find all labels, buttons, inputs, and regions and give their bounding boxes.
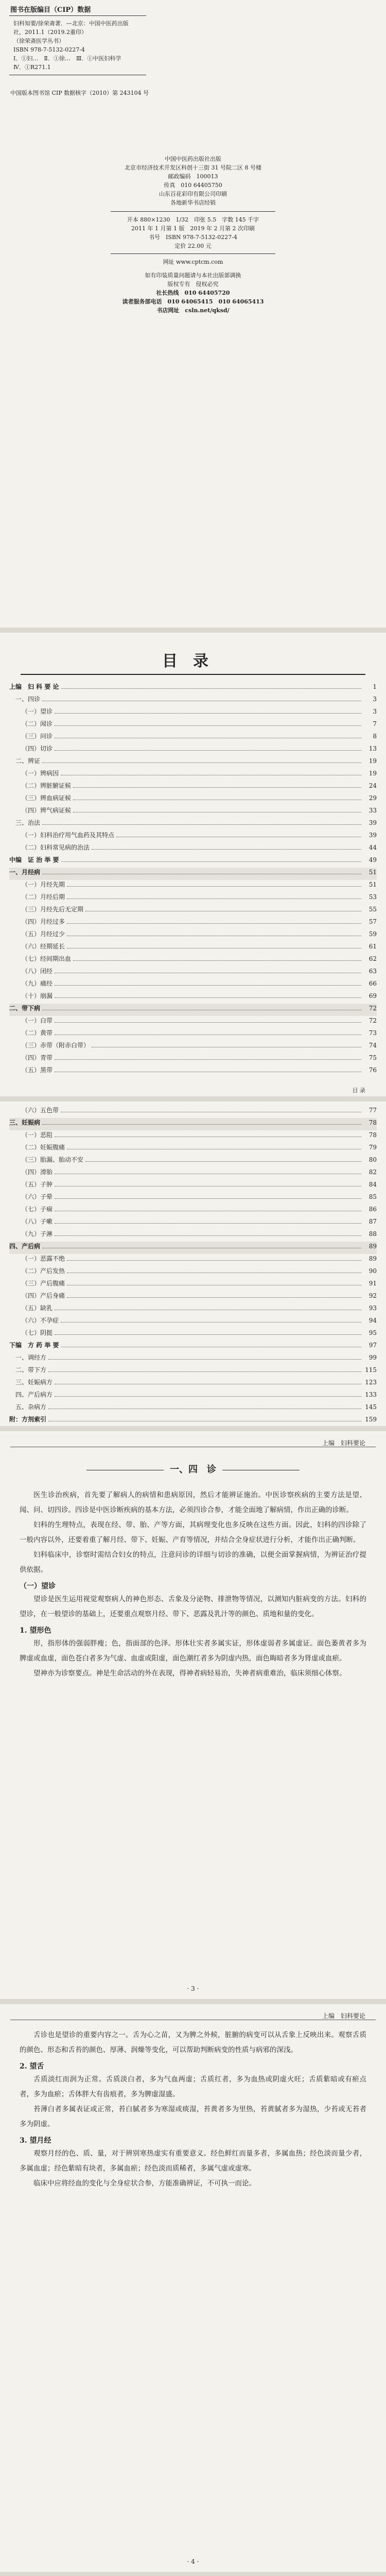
toc-row[interactable] bbox=[9, 1328, 377, 1341]
toc-row[interactable] bbox=[9, 1390, 377, 1402]
toc-row[interactable] bbox=[9, 1041, 377, 1053]
toc-label: 附：方剂索引 bbox=[9, 1416, 47, 1423]
header-title: 上编 妇科要论 bbox=[322, 2012, 365, 2020]
toc-page-number: 59 bbox=[369, 930, 377, 938]
page-gap bbox=[0, 628, 386, 633]
toc-page-number: 89 bbox=[369, 1243, 377, 1250]
toc-label: （九）痛经 bbox=[22, 980, 53, 987]
toc-label: （四）切诊 bbox=[22, 745, 53, 752]
website-block bbox=[0, 258, 386, 266]
body-text bbox=[20, 1488, 366, 1681]
toc-label: （八）子嗽 bbox=[22, 1218, 53, 1225]
toc-page-number: 57 bbox=[369, 918, 377, 925]
toc-row[interactable] bbox=[9, 1155, 377, 1167]
toc-label: （八）闭经 bbox=[22, 968, 53, 975]
toc-row[interactable] bbox=[9, 831, 377, 843]
toc-page-number: 62 bbox=[369, 955, 377, 962]
cip-line: ISBN 978-7-5132-0227-4 bbox=[13, 46, 85, 53]
toc-label: 二、辨证 bbox=[15, 757, 41, 765]
price: 定价 22.00 元 bbox=[174, 243, 212, 249]
toc-leader bbox=[61, 1322, 361, 1323]
toc-page-number: 89 bbox=[369, 1255, 377, 1262]
paragraph: 舌诊也是望诊的重要内容之一。舌为心之苗，又为脾之外候，脏腑的病变可以从舌象上反映出来。观察舌质的颜色、形态和舌苔的颜色、厚薄、润燥等变化，可以帮助判断病变的性质与病邪的深浅。 bbox=[20, 2031, 366, 2054]
service-line: 书店网址 csln.net/qksd/ bbox=[156, 307, 230, 314]
toc-row[interactable] bbox=[9, 694, 377, 707]
toc-row[interactable] bbox=[9, 1316, 377, 1328]
toc-page-number: 93 bbox=[369, 1304, 377, 1312]
toc-leader bbox=[85, 1161, 361, 1162]
toc-page-number: 66 bbox=[369, 980, 377, 987]
toc-page-number: 133 bbox=[365, 1391, 377, 1398]
toc-label: （四）青带 bbox=[22, 1054, 53, 1061]
toc-row[interactable] bbox=[9, 1279, 377, 1291]
toc-leader bbox=[55, 997, 361, 998]
toc-leader bbox=[67, 1260, 361, 1261]
toc-label: （一）白带 bbox=[22, 1017, 53, 1024]
toc-row[interactable] bbox=[9, 769, 377, 781]
toc-label: 三、妊娠病 bbox=[9, 1119, 41, 1126]
toc-label: （六）不孕症 bbox=[22, 1317, 59, 1324]
toc-row[interactable] bbox=[9, 818, 377, 831]
toc-label: （二）辨脏腑证候 bbox=[22, 782, 72, 789]
toc-page-number: 1 bbox=[373, 683, 377, 690]
toc-row[interactable] bbox=[9, 744, 377, 756]
toc-row[interactable] bbox=[9, 1291, 377, 1303]
spec-line: 开本 880×1230 1/32 印张 5.5 字数 145 千字 bbox=[127, 216, 259, 223]
toc-row[interactable] bbox=[9, 954, 377, 967]
toc-label: （三）问诊 bbox=[22, 733, 53, 740]
toc-row[interactable] bbox=[9, 917, 377, 929]
toc-leader bbox=[55, 725, 361, 726]
toc-leader bbox=[67, 923, 361, 924]
toc-row[interactable] bbox=[9, 1229, 377, 1242]
subheading: 1. 望形色 bbox=[20, 1626, 51, 1635]
toc-label: 四、产后病方 bbox=[15, 1391, 53, 1398]
toc-row[interactable] bbox=[9, 1205, 377, 1217]
toc-row[interactable] bbox=[9, 1365, 377, 1378]
spec-line: 2011 年 1 月第 1 版 2019 年 2 月第 2 次印刷 bbox=[131, 225, 255, 232]
toc-label: （二）产后发热 bbox=[22, 1267, 65, 1275]
publisher-line: 中国中医药出版社出版 bbox=[165, 156, 221, 162]
toc-page-number: 53 bbox=[369, 893, 377, 901]
toc-label: （二）闻诊 bbox=[22, 720, 53, 727]
toc-row[interactable] bbox=[9, 1192, 377, 1205]
toc-leader bbox=[55, 750, 361, 751]
toc-row[interactable] bbox=[9, 1065, 377, 1078]
toc-list bbox=[9, 682, 377, 1078]
toc-page-number: 8 bbox=[373, 733, 377, 740]
text-page bbox=[0, 1431, 386, 1999]
toc-leader bbox=[55, 1235, 361, 1236]
toc-label: 下编 方 药 举 要 bbox=[9, 1342, 59, 1349]
toc-label: （三）胎漏、胎动不安 bbox=[22, 1156, 84, 1163]
service-line: 社长热线 010 64405720 bbox=[156, 290, 230, 296]
page-gap bbox=[0, 2572, 386, 2576]
toc-row[interactable] bbox=[9, 756, 377, 769]
toc-label: （六）五色带 bbox=[22, 1107, 59, 1114]
toc-page-number: 69 bbox=[369, 992, 377, 999]
divider bbox=[111, 253, 275, 254]
toc-row[interactable] bbox=[9, 979, 377, 991]
toc-leader bbox=[42, 824, 361, 825]
toc-row[interactable] bbox=[9, 1415, 377, 1427]
toc-page-number: 76 bbox=[369, 1066, 377, 1074]
toc-leader bbox=[48, 1359, 361, 1360]
toc-row[interactable] bbox=[9, 1130, 377, 1143]
toc-row[interactable] bbox=[9, 1016, 377, 1028]
toc-leader bbox=[55, 1186, 361, 1187]
text-page bbox=[0, 2004, 386, 2572]
publisher-block bbox=[0, 155, 386, 207]
cip-block bbox=[9, 15, 146, 75]
toc-row[interactable] bbox=[9, 1254, 377, 1266]
page-number: · 4 · bbox=[187, 2558, 199, 2565]
toc-label: （五）月经过少 bbox=[22, 930, 65, 938]
toc-row[interactable] bbox=[9, 1303, 377, 1316]
toc-page-number: 145 bbox=[365, 1403, 377, 1411]
header-title: 上编 妇科要论 bbox=[322, 1439, 365, 1447]
toc-list bbox=[9, 1106, 377, 1427]
toc-label: （三）辨血病证候 bbox=[22, 794, 72, 802]
toc-page-number: 73 bbox=[369, 1029, 377, 1037]
toc-page-number: 39 bbox=[369, 832, 377, 839]
paragraph: 望诊是医生运用视觉观察病人的神色形态、舌象及分泌物、排泄物等情况，以测知内脏病变的方法。妇科的望诊，在一般望诊的基础上，还要重点观察月经、带下、恶露及乳汁等的颜色、质地和量的变化。 bbox=[20, 1595, 366, 1618]
toc-leader bbox=[67, 886, 361, 887]
toc-label: 三、妊娠病方 bbox=[15, 1379, 53, 1386]
toc-label: （四）滑胎 bbox=[22, 1168, 53, 1176]
website: 网址 www.cptcm.com bbox=[163, 259, 223, 265]
toc-page-number: 61 bbox=[369, 943, 377, 950]
toc-label: （二）月经后期 bbox=[22, 893, 65, 901]
toc-page-number: 72 bbox=[369, 1005, 377, 1012]
toc-row[interactable] bbox=[9, 1353, 377, 1365]
toc-row[interactable] bbox=[9, 1118, 377, 1130]
publisher-line: 传真 010 64405750 bbox=[164, 182, 222, 189]
toc-label: （四）产后身痛 bbox=[22, 1292, 65, 1299]
toc-label: （五）黑带 bbox=[22, 1066, 53, 1074]
toc-leader bbox=[55, 1396, 361, 1397]
toc-label: （一）望诊 bbox=[22, 708, 53, 715]
toc-row[interactable] bbox=[9, 942, 377, 954]
toc-row[interactable] bbox=[9, 1053, 377, 1065]
toc-row[interactable] bbox=[9, 868, 377, 880]
toc-row[interactable] bbox=[9, 892, 377, 905]
toc-page-number: 95 bbox=[369, 1329, 377, 1336]
toc-leader bbox=[55, 1223, 361, 1224]
page-number: · 3 · bbox=[187, 1985, 199, 1992]
toc-page-number: 159 bbox=[365, 1416, 377, 1423]
paragraph: 苔薄白者多属表证或正常，苔白腻者多为寒湿或痰湿，苔黄者多为里热，苔黄腻者多为湿热，少苔或无苔者多为阴虚。 bbox=[20, 2105, 366, 2128]
subheading: （一）望诊 bbox=[20, 1582, 56, 1590]
toc-row[interactable] bbox=[9, 781, 377, 793]
toc-row[interactable] bbox=[9, 1242, 377, 1254]
paragraph: 妇科的生理特点，表现在经、带、胎、产等方面，其病理变化也多反映在这些方面。因此，妇科的四诊除了一般内容以外，还要着重了解月经、带下、妊娠、产育等情况，并结合全身症状进行分析，才能作出正确判断。 bbox=[20, 1521, 366, 1544]
toc-label: （一）恶露不绝 bbox=[22, 1255, 65, 1262]
toc-label: （九）子淋 bbox=[22, 1230, 53, 1238]
toc-leader bbox=[55, 1198, 361, 1199]
toc-page-number: 24 bbox=[369, 782, 377, 789]
toc-row[interactable] bbox=[9, 1266, 377, 1279]
toc-page-number: 44 bbox=[369, 844, 377, 851]
toc-leader bbox=[61, 688, 361, 689]
toc-page-number: 84 bbox=[369, 1181, 377, 1188]
toc-label: （七）经间期出血 bbox=[22, 955, 72, 962]
toc-leader bbox=[55, 1334, 361, 1335]
service-line: 版权专有 侵权必究 bbox=[167, 281, 219, 287]
toc-leader bbox=[55, 1022, 361, 1023]
toc-label: （六）子晕 bbox=[22, 1193, 53, 1200]
toc-leader bbox=[55, 713, 361, 714]
paragraph: 舌质淡红而润为正常。舌质淡白者，多为气血两虚；舌质红者，多为血热或阴虚火旺；舌质紫暗或有瘀点者，多为血瘀；舌体胖大有齿痕者，多为脾虚湿盛。 bbox=[20, 2075, 366, 2098]
toc-row[interactable] bbox=[9, 793, 377, 806]
toc-label: （一）辨病因 bbox=[22, 770, 59, 777]
toc-page-number: 33 bbox=[369, 807, 377, 814]
paragraph: 妇科临床中，诊察时需结合妇女的特点，注意问诊的详细与切诊的准确，以便全面掌握病情，为辨证治疗提供依据。 bbox=[20, 1551, 366, 1574]
toc-label: （一）恶阻 bbox=[22, 1131, 53, 1139]
toc-row[interactable] bbox=[9, 1106, 377, 1118]
toc-leader bbox=[61, 861, 361, 862]
toc-page-number: 87 bbox=[369, 1218, 377, 1225]
toc-page-number: 88 bbox=[369, 1230, 377, 1238]
toc-row[interactable] bbox=[9, 1341, 377, 1353]
toc-page-number: 91 bbox=[369, 1280, 377, 1287]
toc-label: （五）缺乳 bbox=[22, 1304, 53, 1312]
print-spec-block bbox=[0, 215, 386, 250]
toc-page-number: 75 bbox=[369, 1054, 377, 1061]
toc-page-number: 78 bbox=[369, 1119, 377, 1126]
subheading: 3. 望月经 bbox=[20, 2137, 51, 2145]
toc-label: （一）月经先期 bbox=[22, 881, 65, 888]
toc-label: （五）子肿 bbox=[22, 1181, 53, 1188]
toc-page-number: 13 bbox=[369, 745, 377, 752]
toc-label: （七）子痫 bbox=[22, 1206, 53, 1213]
cip-title: 图书在版编目（CIP）数据 bbox=[10, 6, 91, 14]
toc-leader bbox=[73, 960, 361, 961]
cip-number: 中国版本图书馆 CIP 数据核字（2010）第 243104 号 bbox=[10, 90, 149, 96]
toc-row[interactable] bbox=[9, 1143, 377, 1155]
toc-page-number: 55 bbox=[369, 906, 377, 913]
toc-label: 上编 妇 科 要 论 bbox=[9, 683, 59, 690]
toc-page-number: 51 bbox=[369, 869, 377, 876]
toc-page-number: 86 bbox=[369, 1206, 377, 1213]
publisher-line: 邮政编码 100013 bbox=[168, 173, 218, 180]
toc-label: 五、杂病方 bbox=[15, 1403, 47, 1411]
toc-label: （一）妇科治疗用气血药及其特点 bbox=[22, 832, 115, 839]
toc-label: 中编 证 治 举 要 bbox=[9, 856, 59, 863]
publisher-line: 各地新华书店经销 bbox=[170, 199, 216, 206]
toc-page-number: 78 bbox=[369, 1131, 377, 1139]
toc-page-number: 94 bbox=[369, 1317, 377, 1324]
toc-row[interactable] bbox=[9, 1167, 377, 1180]
toc-page bbox=[0, 633, 386, 1426]
toc-leader bbox=[42, 1124, 361, 1125]
toc-label: （三）产后腹痛 bbox=[22, 1280, 65, 1287]
toc-title: 目录 bbox=[162, 652, 224, 670]
toc-page-number: 3 bbox=[373, 696, 377, 703]
cip-line: Ⅳ．①R271.1 bbox=[13, 64, 51, 71]
toc-label: （二）妇科常见病的治法 bbox=[22, 844, 90, 851]
subheading: 2. 望舌 bbox=[20, 2062, 44, 2071]
toc-row[interactable] bbox=[9, 1004, 377, 1016]
toc-page-number: 63 bbox=[369, 968, 377, 975]
toc-page-number: 39 bbox=[369, 819, 377, 826]
toc-label: （七）阴挺 bbox=[22, 1329, 53, 1336]
toc-label: （四）月经过多 bbox=[22, 918, 65, 925]
toc-row[interactable] bbox=[9, 843, 377, 855]
cip-line: （徐荣斋医学丛书） bbox=[13, 38, 64, 44]
toc-page-number: 85 bbox=[369, 1193, 377, 1200]
toc-row[interactable] bbox=[9, 1180, 377, 1192]
toc-label: （三）赤带（附赤白带） bbox=[22, 1042, 90, 1049]
toc-label: （六）经期延长 bbox=[22, 943, 65, 950]
toc-leader bbox=[55, 985, 361, 986]
toc-page-number: 19 bbox=[369, 770, 377, 777]
toc-label: （四）辨气病证候 bbox=[22, 807, 72, 814]
service-line: 如有印装质量问题请与本社出版部调换 bbox=[145, 272, 241, 279]
toc-row[interactable] bbox=[9, 929, 377, 942]
toc-row[interactable] bbox=[9, 732, 377, 744]
toc-leader bbox=[92, 849, 361, 850]
toc-label: 四、产后病 bbox=[9, 1243, 41, 1250]
service-block bbox=[0, 271, 386, 315]
cip-line: 妇科知要/徐荣斋著．—北京：中国中医药出版 bbox=[13, 20, 129, 27]
title-rule bbox=[21, 674, 365, 675]
toc-label: 三、治法 bbox=[15, 819, 41, 826]
paragraph: 形，指形体的强弱胖瘦；色，指面部的色泽。形体壮实者多属实证，形体虚弱者多属虚证。面色萎黄者多为脾虚或血虚，面色苍白者多为气虚、血虚或阳虚，面色潮红者多为阴虚内热，面色晦暗者多为肾虚或血瘀。 bbox=[20, 1639, 366, 1663]
toc-row[interactable] bbox=[9, 682, 377, 694]
paragraph: 临床中应将经血的变化与全身症状合参，方能准确辨证，不可执一而论。 bbox=[33, 2179, 256, 2188]
paragraph: 望神亦为诊察要点。神是生命活动的外在表现，得神者病轻易治，失神者病重难治，临床须细心体察。 bbox=[33, 1669, 346, 1677]
toc-leader bbox=[55, 1059, 361, 1060]
toc-page-number: 97 bbox=[369, 1342, 377, 1349]
toc-page-number: 7 bbox=[373, 720, 377, 727]
page-gap bbox=[0, 1999, 386, 2004]
publisher-line: 山东百花彩印有限公司印刷 bbox=[159, 191, 227, 197]
toc-leader bbox=[67, 1297, 361, 1298]
toc-label: （二）黄带 bbox=[22, 1029, 53, 1037]
toc-page-number: 49 bbox=[369, 856, 377, 863]
toc-row[interactable] bbox=[9, 1028, 377, 1041]
cip-line: Ⅰ．①妇… Ⅱ．①徐… Ⅲ．①中医妇科学 bbox=[13, 55, 121, 62]
toc-page-number: 123 bbox=[365, 1379, 377, 1386]
toc-row[interactable] bbox=[9, 967, 377, 979]
toc-page-footer: 目 录 bbox=[352, 1087, 365, 1094]
toc-label: （三）月经先后无定期 bbox=[22, 906, 84, 913]
toc-leader bbox=[73, 787, 361, 788]
toc-page-number: 3 bbox=[373, 708, 377, 715]
divider bbox=[111, 211, 275, 212]
toc-row[interactable] bbox=[9, 905, 377, 917]
toc-page-number: 51 bbox=[369, 881, 377, 888]
publisher-line: 北京市经济技术开发区科创十三街 31 号院二区 8 号楼 bbox=[125, 164, 261, 171]
toc-page-number: 79 bbox=[369, 1144, 377, 1151]
section-title: 一、四 诊 bbox=[0, 1462, 386, 1476]
copyright-page bbox=[0, 0, 386, 628]
toc-page-number: 99 bbox=[369, 1354, 377, 1361]
toc-label: （二）妊娠腹痛 bbox=[22, 1144, 65, 1151]
toc-label: 一、四诊 bbox=[15, 696, 41, 703]
toc-row[interactable] bbox=[9, 1378, 377, 1390]
toc-row[interactable] bbox=[9, 1217, 377, 1229]
toc-row[interactable] bbox=[9, 855, 377, 868]
toc-label: 一、月经病 bbox=[9, 869, 41, 876]
paragraph: 医生诊治疾病，首先要了解病人的病情和患病原因，然后才能辨证施治。中医诊察疾病的主要方法是望、闻、问、切四诊。四诊是中医诊断疾病的基本方法，必须四诊合参，才能全面地了解病情，作出正确的诊断。 bbox=[20, 1491, 366, 1514]
service-line: 读者服务部电话 010 64065415 010 64065413 bbox=[122, 298, 264, 305]
toc-page-number: 77 bbox=[369, 1107, 377, 1114]
toc-page-number: 80 bbox=[369, 1156, 377, 1163]
cip-line: 社，2011.1（2019.2重印） bbox=[13, 29, 87, 36]
toc-label: 二、带下方 bbox=[15, 1366, 47, 1374]
toc-row[interactable] bbox=[9, 707, 377, 719]
toc-leader bbox=[42, 762, 361, 763]
toc-page-number: 115 bbox=[365, 1366, 377, 1374]
toc-label: （十）崩漏 bbox=[22, 992, 53, 999]
toc-page-number: 92 bbox=[369, 1292, 377, 1299]
toc-row[interactable] bbox=[9, 1402, 377, 1415]
toc-page-number: 82 bbox=[369, 1168, 377, 1176]
toc-label: 二、带下病 bbox=[9, 1005, 41, 1012]
toc-row[interactable] bbox=[9, 880, 377, 892]
toc-page-number: 74 bbox=[369, 1042, 377, 1049]
toc-page-number: 29 bbox=[369, 794, 377, 802]
toc-page-number: 19 bbox=[369, 757, 377, 765]
toc-page-number: 72 bbox=[369, 1017, 377, 1024]
toc-row[interactable] bbox=[9, 806, 377, 818]
body-text bbox=[20, 2028, 366, 2191]
page-gap bbox=[0, 1096, 386, 1101]
toc-leader bbox=[48, 1371, 361, 1372]
spec-line: 书号 ISBN 978-7-5132-0227-4 bbox=[149, 234, 237, 241]
toc-row[interactable] bbox=[9, 991, 377, 1004]
toc-label: 一、调经方 bbox=[15, 1354, 47, 1361]
paragraph: 观察月经的色、质、量，对于辨别寒热虚实有重要意义。经色鲜红而量多者，多属血热；经色淡而量少者，多属血虚；经色紫暗有块者，多属血瘀；经色淡而质稀者，多属气虚或虚寒。 bbox=[20, 2149, 366, 2173]
toc-page-number: 90 bbox=[369, 1267, 377, 1275]
toc-row[interactable] bbox=[9, 719, 377, 732]
